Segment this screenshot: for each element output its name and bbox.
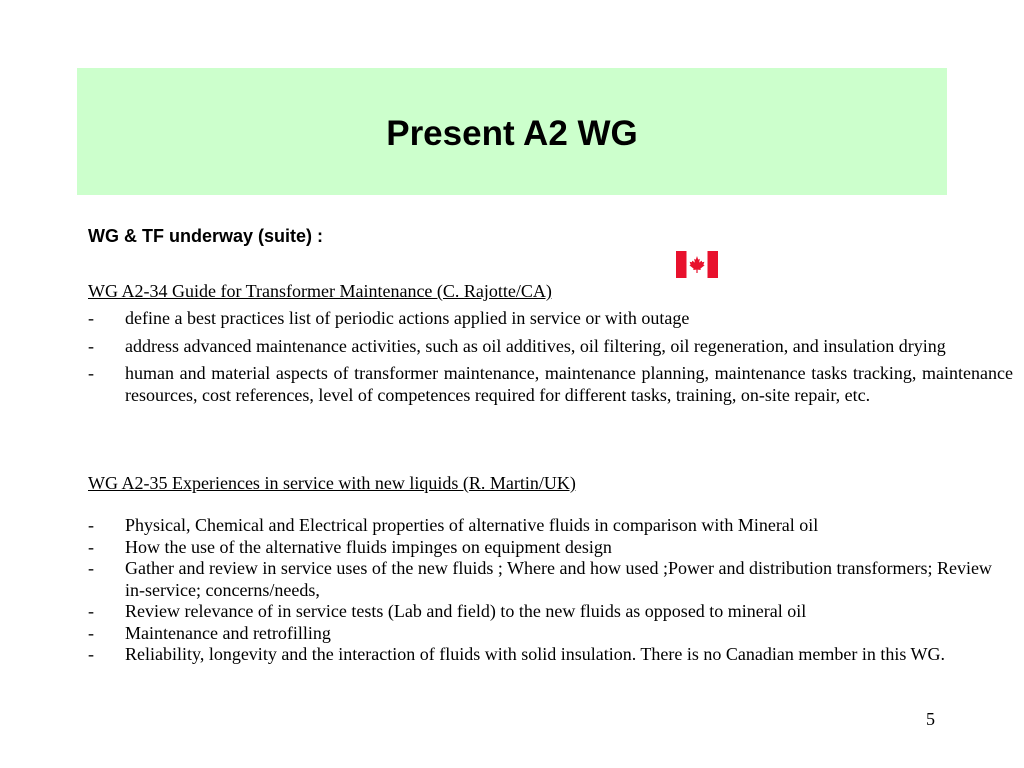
- list-item: - Gather and review in service uses of the new fluids ; Where and how used ;Power and distribution transformers; Review in-service; concerns/needs,: [88, 558, 992, 600]
- wg-a2-35-list: [88, 515, 1013, 666]
- list-item: - Maintenance and retrofilling: [88, 622, 331, 643]
- wg-a2-34-list: [88, 308, 1013, 412]
- list-item: - human and material aspects of transformer maintenance, maintenance planning, maintenance tasks tracking, maintenance resources, cost references, level of competences required for different tasks, training, on-site repair, etc.: [88, 363, 1013, 405]
- list-item: - address advanced maintenance activities, such as oil additives, oil filtering, oil regeneration, and insulation drying: [88, 335, 946, 356]
- list-item: - Review relevance of in service tests (Lab and field) to the new fluids as opposed to mineral oil: [88, 601, 807, 621]
- list-item: - Physical, Chemical and Electrical properties of alternative fluids in comparison with Mineral oil: [88, 515, 819, 535]
- page-number: 5: [926, 709, 935, 729]
- title-banner: [77, 68, 947, 195]
- list-item: - define a best practices list of periodic actions applied in service or with outage: [88, 308, 690, 328]
- wg-a2-34-heading: WG A2-34 Guide for Transformer Maintenance (C. Rajotte/CA): [88, 281, 552, 301]
- list-item: - Reliability, longevity and the interaction of fluids with solid insulation. There is no Canadian member in this WG.: [88, 644, 946, 664]
- section-subtitle: WG & TF underway (suite) :: [88, 226, 324, 246]
- page-title: Present A2 WG: [386, 113, 638, 153]
- list-item: - How the use of the alternative fluids impinges on equipment design: [88, 536, 612, 557]
- wg-a2-35-heading: WG A2-35 Experiences in service with new liquids (R. Martin/UK): [88, 473, 576, 493]
- canada-flag-icon: [676, 251, 718, 278]
